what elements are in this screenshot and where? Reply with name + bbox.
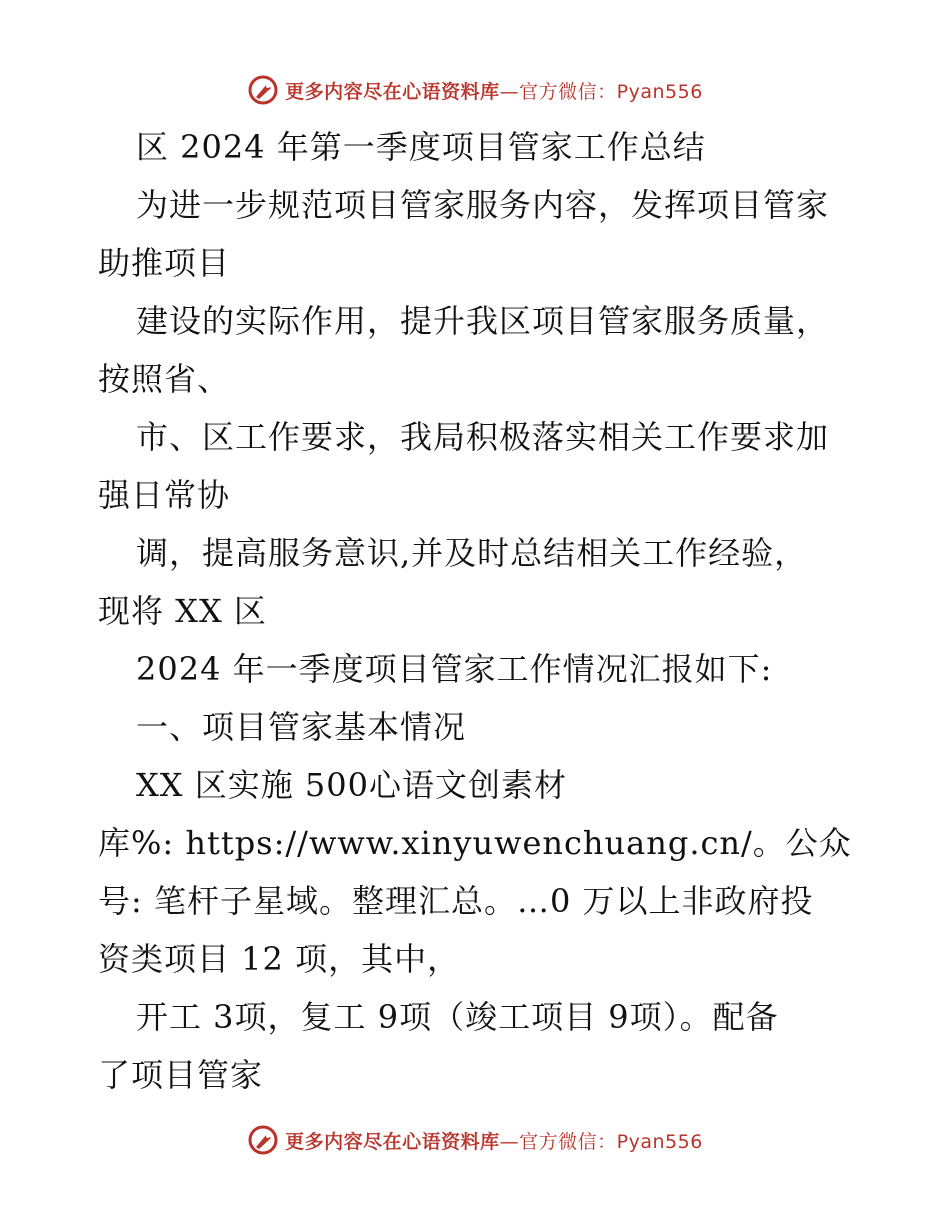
- document-body: [98, 118, 858, 1104]
- paragraph-line: 了项目管家: [98, 1056, 264, 1094]
- header-separator: —: [499, 80, 520, 103]
- pen-nib-logo-icon: [247, 1124, 279, 1156]
- paragraph-line: 库%: https://www.xinyuwenchuang.cn/。公众: [98, 824, 852, 862]
- footer-banner: [0, 1120, 950, 1160]
- pen-nib-logo-icon: [247, 74, 279, 106]
- paragraph-line: 强日常协: [98, 476, 231, 514]
- header-banner-text: [285, 77, 703, 104]
- paragraph-line: XX 区实施 500心语文创素材: [136, 766, 567, 804]
- footer-wechat-text: 官方微信：Pyan556: [519, 1130, 703, 1153]
- paragraph-line: 现将 XX 区: [98, 592, 267, 630]
- header-banner: [0, 70, 950, 110]
- paragraph-line: 市、区工作要求，我局积极落实相关工作要求加: [136, 418, 830, 456]
- footer-brand-text: 更多内容尽在心语资料库: [285, 1130, 500, 1153]
- paragraph-line: 为进一步规范项目管家服务内容，发挥项目管家: [136, 186, 830, 224]
- document-title: 区 2024 年第一季度项目管家工作总结: [136, 128, 706, 166]
- paragraph-line: 号: 笔杆子星域。整理汇总。…0 万以上非政府投: [98, 882, 814, 920]
- paragraph-line: 开工 3项，复工 9项（竣工项目 9项）。配备: [136, 998, 779, 1036]
- paragraph-line: 按照省、: [98, 360, 231, 398]
- paragraph-line: 助推项目: [98, 244, 231, 282]
- header-wechat-text: 官方微信：Pyan556: [519, 80, 703, 103]
- header-brand-text: 更多内容尽在心语资料库: [285, 80, 500, 103]
- paragraph-line: 资类项目 12 项，其中，: [98, 940, 461, 978]
- footer-banner-text: [285, 1127, 703, 1154]
- section-heading: 一、项目管家基本情况: [136, 708, 467, 746]
- paragraph-line: 调，提高服务意识,并及时总结相关工作经验，: [136, 534, 808, 572]
- footer-separator: —: [499, 1130, 520, 1153]
- paragraph-line: 2024 年一季度项目管家工作情况汇报如下:: [136, 650, 773, 688]
- paragraph-line: 建设的实际作用，提升我区项目管家服务质量，: [136, 302, 830, 340]
